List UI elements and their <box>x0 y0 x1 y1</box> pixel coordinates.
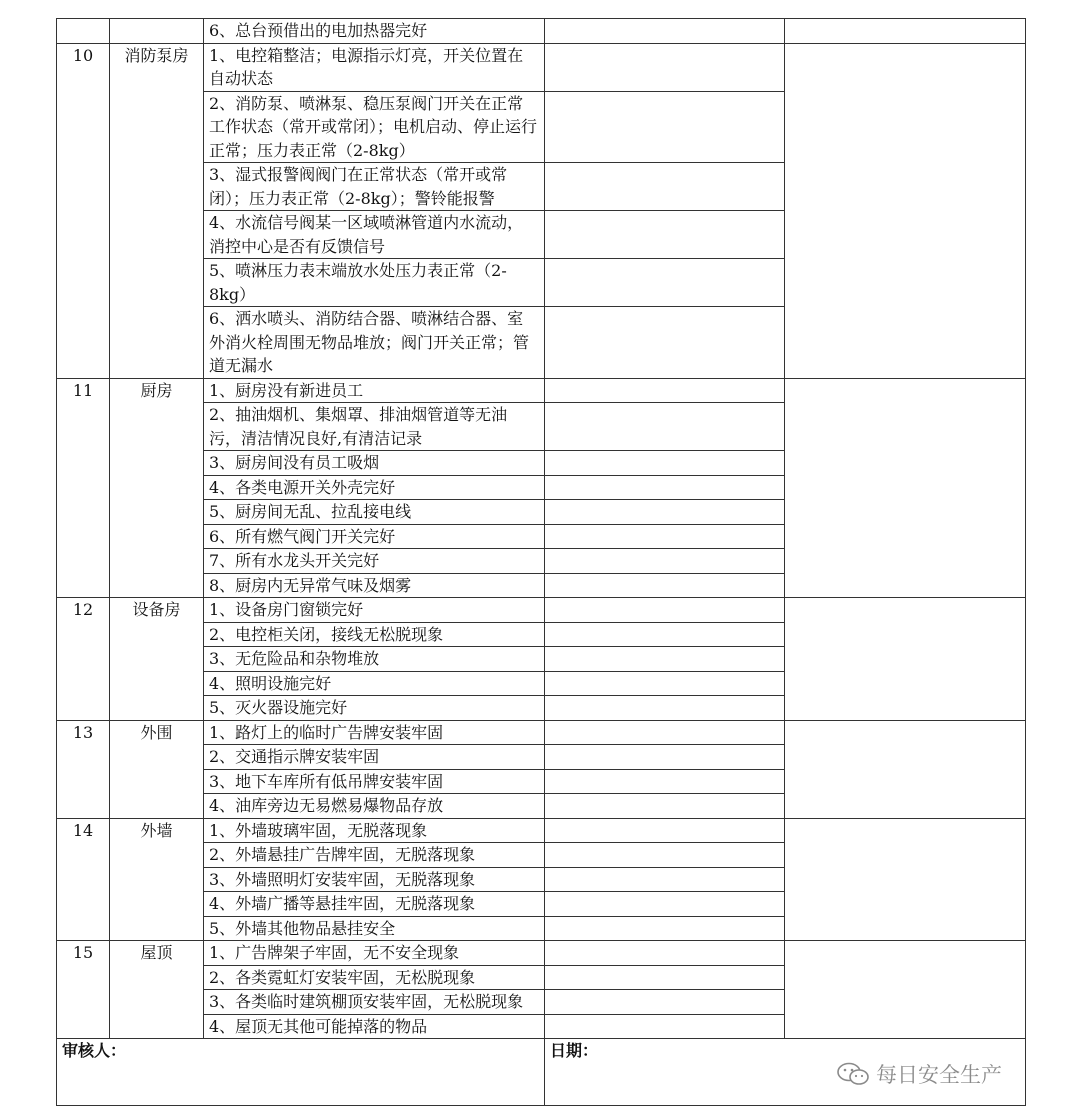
watermark-text: 每日安全生产 <box>876 1063 1002 1087</box>
result-cell[interactable] <box>545 990 785 1015</box>
check-item: 1、厨房没有新进员工 <box>204 378 545 403</box>
result-cell[interactable] <box>545 475 785 500</box>
date-label: 日期： <box>545 1039 1026 1106</box>
wechat-icon <box>836 1062 870 1086</box>
result-cell[interactable] <box>545 720 785 745</box>
result-cell[interactable] <box>545 965 785 990</box>
result-cell[interactable] <box>545 378 785 403</box>
remarks-cell[interactable] <box>785 378 1026 598</box>
check-item: 2、外墙悬挂广告牌牢固，无脱落现象 <box>204 843 545 868</box>
result-cell[interactable] <box>545 403 785 451</box>
section-number: 11 <box>57 378 110 598</box>
check-item: 4、各类电源开关外壳完好 <box>204 475 545 500</box>
check-item: 3、各类临时建筑棚顶安装牢固，无松脱现象 <box>204 990 545 1015</box>
check-item: 1、设备房门窗锁完好 <box>204 598 545 623</box>
result-cell[interactable] <box>545 211 785 259</box>
check-item: 4、照明设施完好 <box>204 671 545 696</box>
result-cell[interactable] <box>545 307 785 379</box>
section-number: 12 <box>57 598 110 721</box>
result-cell[interactable] <box>545 892 785 917</box>
section-location: 厨房 <box>110 378 204 598</box>
check-item: 4、水流信号阀某一区域喷淋管道内水流动，消控中心是否有反馈信号 <box>204 211 545 259</box>
check-item: 1、广告牌架子牢固，无不安全现象 <box>204 941 545 966</box>
section-location: 外围 <box>110 720 204 818</box>
result-cell[interactable] <box>545 500 785 525</box>
result-cell[interactable] <box>545 549 785 574</box>
result-cell[interactable] <box>545 671 785 696</box>
section-number: 10 <box>57 43 110 378</box>
result-cell[interactable] <box>545 598 785 623</box>
check-item: 4、屋顶无其他可能掉落的物品 <box>204 1014 545 1039</box>
result-cell[interactable] <box>545 524 785 549</box>
check-item: 5、厨房间无乱、拉乱接电线 <box>204 500 545 525</box>
result-cell[interactable] <box>545 941 785 966</box>
check-item: 1、外墙玻璃牢固，无脱落现象 <box>204 818 545 843</box>
section-number: 15 <box>57 941 110 1039</box>
result-cell[interactable] <box>545 163 785 211</box>
result-cell[interactable] <box>545 794 785 819</box>
section-number <box>57 19 110 44</box>
section-number: 14 <box>57 818 110 941</box>
result-cell[interactable] <box>545 19 785 44</box>
result-cell[interactable] <box>545 622 785 647</box>
check-item: 5、外墙其他物品悬挂安全 <box>204 916 545 941</box>
section-location: 外墙 <box>110 818 204 941</box>
result-cell[interactable] <box>545 259 785 307</box>
remarks-cell[interactable] <box>785 720 1026 818</box>
remarks-cell[interactable] <box>785 43 1026 378</box>
check-item: 2、电控柜关闭，接线无松脱现象 <box>204 622 545 647</box>
result-cell[interactable] <box>545 769 785 794</box>
remarks-cell[interactable] <box>785 941 1026 1039</box>
table-row <box>57 818 1026 843</box>
check-item: 1、路灯上的临时广告牌安装牢固 <box>204 720 545 745</box>
table-row <box>57 19 1026 44</box>
result-cell[interactable] <box>545 573 785 598</box>
check-item: 2、交通指示牌安装牢固 <box>204 745 545 770</box>
check-item: 3、厨房间没有员工吸烟 <box>204 451 545 476</box>
result-cell[interactable] <box>545 1014 785 1039</box>
check-item: 3、外墙照明灯安装牢固，无脱落现象 <box>204 867 545 892</box>
remarks-cell[interactable] <box>785 818 1026 941</box>
result-cell[interactable] <box>545 916 785 941</box>
result-cell[interactable] <box>545 451 785 476</box>
check-item: 7、所有水龙头开关完好 <box>204 549 545 574</box>
result-cell[interactable] <box>545 43 785 91</box>
result-cell[interactable] <box>545 647 785 672</box>
check-item: 1、电控箱整洁；电源指示灯亮，开关位置在自动状态 <box>204 43 545 91</box>
remarks-cell[interactable] <box>785 598 1026 721</box>
check-item: 4、油库旁边无易燃易爆物品存放 <box>204 794 545 819</box>
reviewer-label: 审核人： <box>57 1039 545 1106</box>
check-item: 3、无危险品和杂物堆放 <box>204 647 545 672</box>
check-item: 3、地下车库所有低吊牌安装牢固 <box>204 769 545 794</box>
table-row <box>57 598 1026 623</box>
check-item: 8、厨房内无异常气味及烟雾 <box>204 573 545 598</box>
section-location: 消防泵房 <box>110 43 204 378</box>
check-item: 6、洒水喷头、消防结合器、喷淋结合器、室外消火栓周围无物品堆放；阀门开关正常；管道无漏水 <box>204 307 545 379</box>
section-location <box>110 19 204 44</box>
remarks-cell[interactable] <box>785 19 1026 44</box>
check-item: 6、所有燃气阀门开关完好 <box>204 524 545 549</box>
result-cell[interactable] <box>545 696 785 721</box>
check-item: 2、抽油烟机、集烟罩、排油烟管道等无油污，清洁情况良好,有清洁记录 <box>204 403 545 451</box>
check-item: 4、外墙广播等悬挂牢固，无脱落现象 <box>204 892 545 917</box>
result-cell[interactable] <box>545 91 785 163</box>
result-cell[interactable] <box>545 745 785 770</box>
result-cell[interactable] <box>545 867 785 892</box>
section-location: 设备房 <box>110 598 204 721</box>
check-item: 2、各类霓虹灯安装牢固，无松脱现象 <box>204 965 545 990</box>
section-location: 屋顶 <box>110 941 204 1039</box>
table-row <box>57 941 1026 966</box>
table-row <box>57 43 1026 91</box>
inspection-table <box>56 18 1026 1106</box>
check-item: 3、湿式报警阀阀门在正常状态（常开或常闭）；压力表正常（2-8kg）；警铃能报警 <box>204 163 545 211</box>
watermark <box>836 1059 1002 1089</box>
table-row <box>57 378 1026 403</box>
result-cell[interactable] <box>545 843 785 868</box>
section-number: 13 <box>57 720 110 818</box>
check-item: 5、灭火器设施完好 <box>204 696 545 721</box>
table-row <box>57 720 1026 745</box>
check-item: 5、喷淋压力表末端放水处压力表正常（2-8kg） <box>204 259 545 307</box>
result-cell[interactable] <box>545 818 785 843</box>
check-item: 6、总台预借出的电加热器完好 <box>204 19 545 44</box>
check-item: 2、消防泵、喷淋泵、稳压泵阀门开关在正常工作状态（常开或常闭）；电机启动、停止运行正常；压力表正常（2-8kg） <box>204 91 545 163</box>
